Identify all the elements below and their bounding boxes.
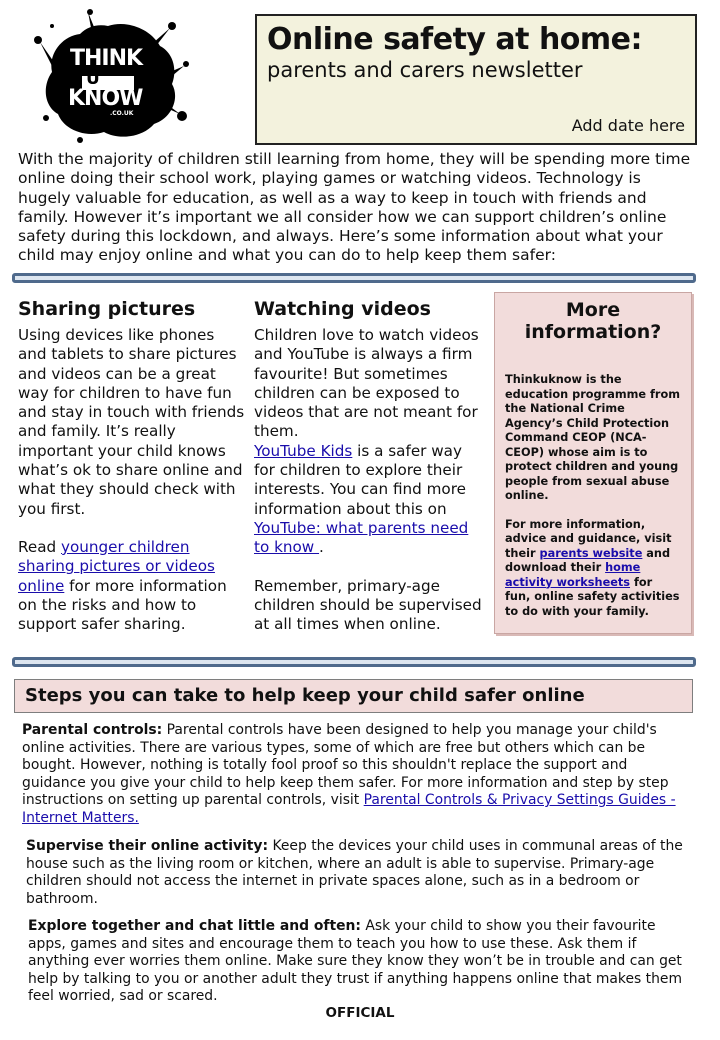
- explore-together-label: Explore together and chat little and often:: [28, 918, 361, 934]
- thinkuknow-description: Thinkuknow is the education programme from the National Crime Agency’s Child Protection Command CEOP (NCA-CEOP) whose aim is to protect children and young people from sexual abuse online.: [505, 373, 680, 502]
- section-divider: [12, 657, 696, 667]
- page-subtitle: parents and carers newsletter: [267, 58, 583, 82]
- sharing-pictures-heading: Sharing pictures: [18, 298, 196, 320]
- youtube-parents-end: .: [319, 538, 324, 557]
- info-prefix: For more information, advice and guidance, visit their: [505, 517, 672, 560]
- more-information-box: [494, 292, 692, 634]
- info-mid: and download their: [505, 546, 671, 574]
- more-information-text: [505, 518, 681, 620]
- sharing-read-suffix: for more information on the risks and how to support safer sharing.: [18, 576, 227, 634]
- parents-website-link[interactable]: parents website: [539, 546, 643, 560]
- supervise-label: Supervise their online activity:: [26, 838, 269, 854]
- watching-videos-section: [254, 297, 486, 634]
- parental-controls-paragraph: [22, 722, 694, 828]
- explore-together-paragraph: [28, 918, 694, 1006]
- watching-videos-heading: Watching videos: [254, 298, 431, 320]
- date-placeholder: Add date here: [571, 116, 685, 135]
- logo-line-think: THINK: [70, 46, 143, 71]
- younger-children-sharing-link[interactable]: younger children sharing pictures or videos online: [18, 537, 215, 595]
- supervision-reminder: Remember, primary-age children should be supervised at all times when online.: [254, 576, 482, 634]
- logo-line-domain: .CO.UK: [110, 110, 134, 117]
- youtube-kids-paragraph: [254, 442, 486, 558]
- supervise-text: Keep the devices your child uses in communal areas of the house such as the living room or kitchen, where an adult is able to supervise. Primary-age children should not access the internet in private spaces alone, such as in a bedroom or bathroom.: [26, 838, 683, 907]
- logo-line-u: U: [86, 69, 99, 89]
- parental-controls-text: Parental controls have been designed to help you manage your child's online activities. There are various types, some of which are free but others which can be bought. However, nothing is totally fool proof so this shouldn't replace the support and guidance you give your child to help keep them safer. For more information and step by step instructions on setting up parental controls, visit: [22, 722, 669, 809]
- sharing-read-prefix: Read: [18, 537, 61, 556]
- home-activity-worksheets-link[interactable]: home activity worksheets: [505, 561, 641, 589]
- sharing-pictures-text: Using devices like phones and tablets to share pictures and videos can be a great way for children to have fun and stay in touch with friends and family. It’s really important your child knows what’s ok to share online and what they should check with you first.: [18, 326, 245, 518]
- intro-paragraph: With the majority of children still learning from home, they will be spending more time online doing their school work, playing games or watching videos. Technology is hugely valuable for education, as well as a way to keep in touch with friends and family. However it’s important we all consider how we can support children’s online safety during this lockdown, and always. Here’s some information about what your child may enjoy online and what you can do to help keep them safer:: [18, 150, 691, 265]
- youtube-kids-link[interactable]: YouTube Kids: [254, 441, 353, 460]
- watching-videos-text: Children love to watch videos and YouTube is always a firm favourite! But sometimes children can be exposed to videos that are not meant for them.: [254, 326, 479, 441]
- youtube-kids-text: is a safer way for children to explore their interests. You can find more information about this on: [254, 441, 466, 518]
- newsletter-header: [255, 14, 697, 145]
- classification-footer: OFFICIAL: [325, 1005, 395, 1021]
- steps-heading: Steps you can take to help keep your child safer online: [25, 685, 585, 706]
- page-title: Online safety at home:: [267, 22, 643, 57]
- section-divider: [12, 273, 696, 283]
- logo-line-know: KNOW: [68, 86, 143, 111]
- thinkuknow-logo: [22, 6, 192, 144]
- supervise-paragraph: [26, 838, 694, 908]
- parental-controls-label: Parental controls:: [22, 722, 163, 738]
- explore-together-text: Ask your child to show you their favourite apps, games and sites and encourage them to teach you how to use these. Ask them if anything ever worries them online. Make sure they know they won’t be in trouble and can get help by talking to you or another adult they trust if anything happens online that makes them feel worried, sad or scared.: [28, 918, 682, 1005]
- more-information-heading: More information?: [524, 299, 662, 343]
- internet-matters-link[interactable]: Parental Controls & Privacy Settings Guides - Internet Matters.: [22, 792, 676, 826]
- sharing-pictures-section: [18, 297, 246, 634]
- sharing-read-more: [18, 538, 246, 634]
- youtube-parents-link[interactable]: YouTube: what parents need to know: [254, 518, 469, 557]
- info-suffix: for fun, online safety activities to do with your family.: [505, 575, 680, 618]
- steps-heading-box: [14, 679, 693, 713]
